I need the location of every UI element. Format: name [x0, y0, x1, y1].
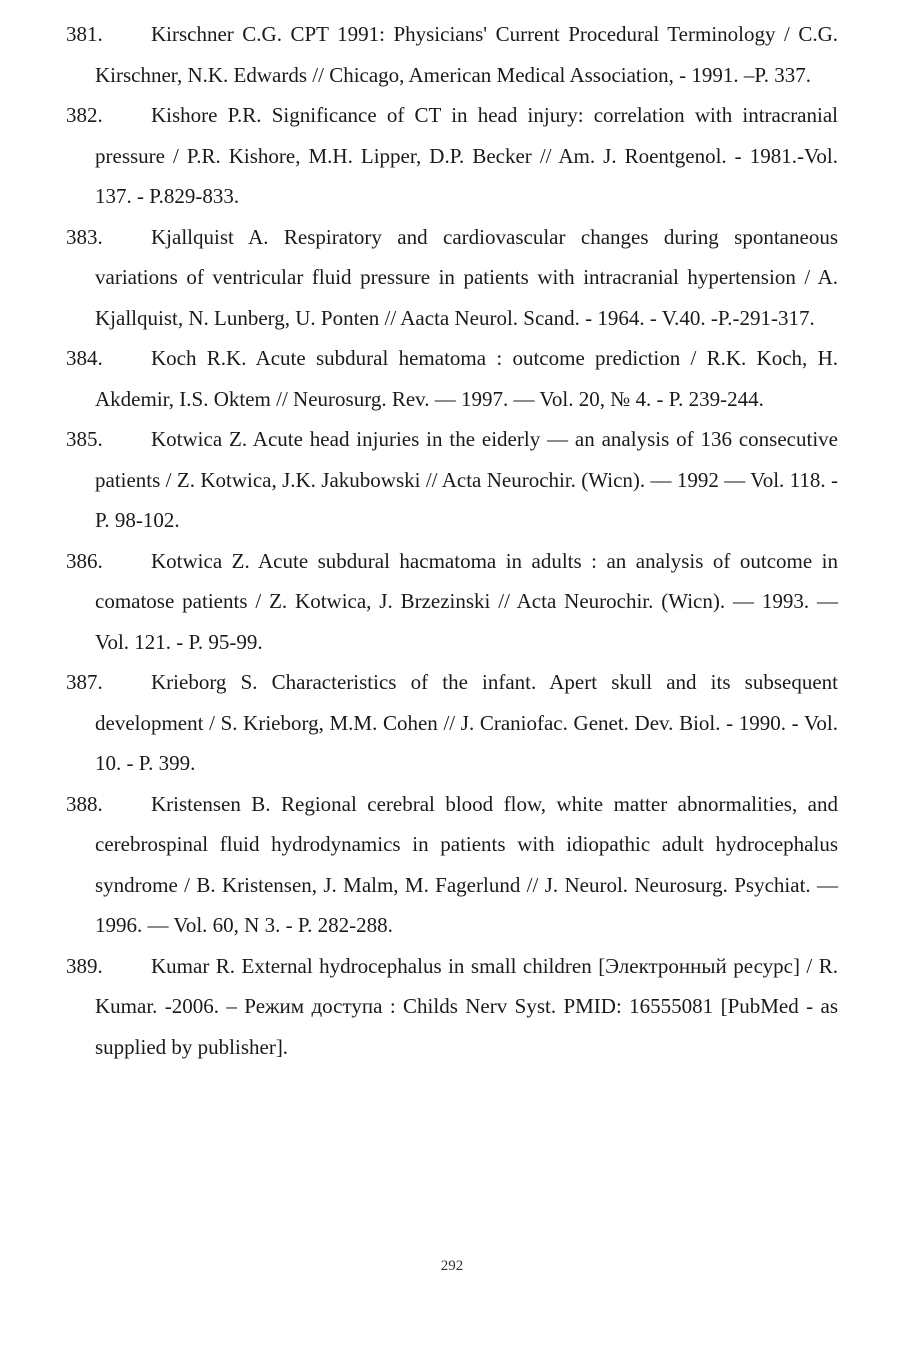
page-number: 292 [440, 1258, 464, 1274]
reference-text: Kumar R. External hydrocephalus in small children [Электронный ресурс] / R. Kumar. -2006. – Режим доступа : Childs Nerv Syst. PMID: 16555081 [PubMed - as supplied by publisher]. [95, 953, 838, 1059]
reference-list [66, 14, 838, 1067]
reference-number: 389. [66, 953, 103, 978]
reference-number: 382. [66, 103, 103, 127]
reference-item [66, 946, 838, 1068]
reference-text: Koch R.K. Acute subdural hematoma : outcome prediction / R.K. Koch, H. Akdemir, I.S. Oktem // Neurosurg. Rev. — 1997. — Vol. 20, № 4. - P. 239-244. [95, 346, 838, 411]
reference-number: 386. [66, 548, 103, 573]
reference-number: 388. [66, 791, 103, 816]
reference-text: Kishore P.R. Significance of CT in head injury: correlation with intracranial pressure / P.R. Kishore, M.H. Lipper, D.P. Becker // Am. J. Roentgenol. - 1981.-Vol. 137. - P.829-833. [95, 103, 838, 208]
reference-item [66, 217, 838, 339]
reference-number: 387. [66, 670, 103, 694]
reference-text: Krieborg S. Characteristics of the infant. Apert skull and its subsequent development / S. Krieborg, M.M. Cohen // J. Craniofac. Genet. Dev. Biol. - 1990. - Vol. 10. - P. 399. [95, 670, 838, 775]
reference-item [66, 784, 838, 946]
reference-text: Kristensen B. Regional cerebral blood flow, white matter abnormalities, and cerebrospinal fluid hydrodynamics in patients with idiopathic adult hydrocephalus syndrome / B. Kristensen, J. Malm, M. Fagerlund // J. Neurol. Neurosurg. Psychiat. — 1996. — Vol. 60, N 3. - P. 282-288. [95, 791, 838, 937]
reference-item [66, 541, 838, 663]
reference-text: Kotwica Z. Acute head injuries in the eiderly — an analysis of 136 consecutive patients / Z. Kotwica, J.K. Jakubowski // Acta Neurochir. (Wicn). — 1992 — Vol. 118. - P. 98-102. [95, 427, 838, 532]
reference-item [66, 419, 838, 541]
reference-number: 384. [66, 346, 103, 370]
reference-item [66, 662, 838, 784]
reference-number: 381. [66, 22, 103, 46]
reference-item [66, 338, 838, 419]
reference-number: 383. [66, 224, 103, 249]
reference-number: 385. [66, 427, 103, 451]
reference-text: Kirschner C.G. CPT 1991: Physicians' Current Procedural Terminology / C.G. Kirschner, N.K. Edwards // Chicago, American Medical Association, - 1991. –P. 337. [95, 22, 838, 87]
reference-text: Kjallquist A. Respiratory and cardiovascular changes during spontaneous variations of ventricular fluid pressure in patients with intracranial hypertension / A. Kjallquist, N. Lunberg, U. Ponten // Aacta Neurol. Scand. - 1964. - V.40. -P.-291-317. [95, 224, 838, 330]
reference-item [66, 14, 838, 95]
reference-item [66, 95, 838, 217]
reference-text: Kotwica Z. Acute subdural hacmatoma in adults : an analysis of outcome in comatose patients / Z. Kotwica, J. Brzezinski // Acta Neurochir. (Wicn). — 1993. — Vol. 121. - P. 95-99. [95, 548, 838, 654]
